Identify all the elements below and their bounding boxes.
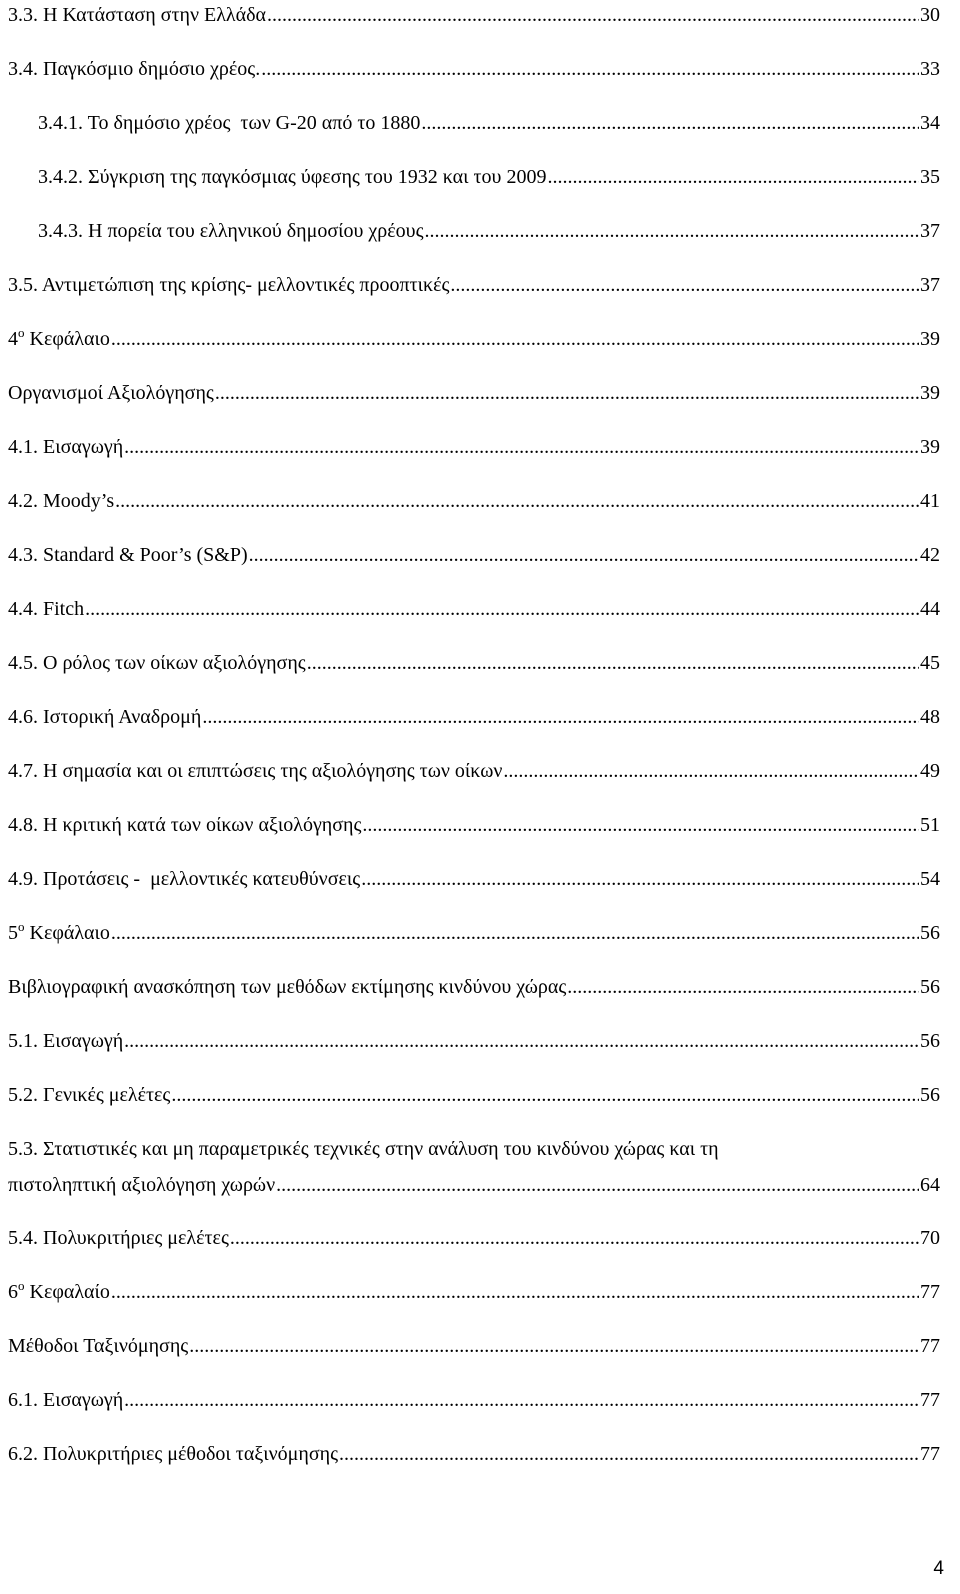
toc-entry[interactable] <box>8 1226 940 1250</box>
toc-entry[interactable] <box>8 867 940 891</box>
toc-title: Ο ρόλος των οίκων αξιολόγησης <box>43 652 306 674</box>
dot-leader <box>267 3 919 27</box>
toc-number: 6.1. <box>8 1389 38 1411</box>
toc-page: 30 <box>920 4 940 26</box>
toc-page: 54 <box>920 868 940 890</box>
toc-page: 44 <box>920 598 940 620</box>
toc-number: 6 <box>8 1281 18 1303</box>
toc-entry[interactable] <box>8 597 940 621</box>
toc-page: 56 <box>920 922 940 944</box>
toc-number: 3.4. <box>8 58 38 80</box>
dot-leader <box>124 435 919 459</box>
dot-leader <box>111 921 919 945</box>
toc-title: Η σημασία και οι επιπτώσεις της αξιολόγησης των οίκων <box>43 760 503 782</box>
toc-title: Fitch <box>43 598 85 620</box>
dot-leader <box>115 489 919 513</box>
dot-leader <box>339 1442 919 1466</box>
toc-title: Moody’s <box>43 490 115 512</box>
toc-number: 4 <box>8 328 18 350</box>
toc-title: Στατιστικές και μη παραμετρικές τεχνικές στην ανάλυση του κινδύνου χώρας και τη <box>43 1138 719 1160</box>
toc-entry[interactable] <box>8 1083 940 1107</box>
dot-leader <box>503 759 919 783</box>
toc-entry[interactable] <box>8 705 940 729</box>
toc-number: 4.2. <box>8 490 38 512</box>
toc-page: 56 <box>920 1084 940 1106</box>
dot-leader <box>215 381 919 405</box>
toc-page: 35 <box>920 166 940 188</box>
toc-page: 49 <box>920 760 940 782</box>
toc-number: 4.8. <box>8 814 38 836</box>
toc-page: 33 <box>920 58 940 80</box>
toc-title: Η πορεία του ελληνικού δημοσίου χρέους <box>88 220 424 242</box>
toc-entry[interactable] <box>8 1137 940 1197</box>
toc-title: Αντιμετώπιση της κρίσης- μελλοντικές προοπτικές <box>41 274 450 296</box>
toc-entry[interactable] <box>8 1442 940 1466</box>
dot-leader <box>111 327 919 351</box>
dot-leader <box>307 651 919 675</box>
dot-leader <box>425 219 919 243</box>
dot-leader <box>261 57 919 81</box>
toc-entry[interactable] <box>38 219 940 243</box>
toc-page: 56 <box>920 1030 940 1052</box>
toc-entry[interactable] <box>8 1280 940 1304</box>
toc-title: Κεφαλαίο <box>29 1281 110 1303</box>
toc-title-continued: πιστοληπτική αξιολόγηση χωρών <box>8 1174 276 1196</box>
toc-number: 3.5. <box>8 274 38 296</box>
dot-leader <box>361 867 919 891</box>
dot-leader <box>567 975 919 999</box>
dot-leader <box>362 813 919 837</box>
toc-entry[interactable] <box>8 1029 940 1053</box>
toc-entry[interactable] <box>8 1388 940 1412</box>
dot-leader <box>124 1388 919 1412</box>
dot-leader <box>230 1226 919 1250</box>
toc-number: 4.7. <box>8 760 38 782</box>
toc-entry[interactable] <box>8 651 940 675</box>
toc-entry[interactable] <box>8 3 940 27</box>
toc-page: 45 <box>920 652 940 674</box>
toc-title: Πολυκριτήριες μελέτες <box>43 1227 229 1249</box>
toc-entry[interactable] <box>8 57 940 81</box>
toc-page: 37 <box>920 274 940 296</box>
toc-number: 4.9. <box>8 868 38 890</box>
toc-entry[interactable] <box>8 327 940 351</box>
toc-number: 5 <box>8 922 18 944</box>
toc-entry[interactable] <box>8 921 940 945</box>
toc-title: Ιστορική Αναδρομή <box>43 706 202 728</box>
toc-title: Κεφάλαιο <box>29 922 110 944</box>
toc-title: Σύγκριση της παγκόσμιας ύφεσης του 1932 και του 2009 <box>88 166 547 188</box>
toc-number: 5.2. <box>8 1084 38 1106</box>
superscript-ordinal: ο <box>18 325 25 340</box>
toc-title: Κεφάλαιο <box>29 328 110 350</box>
dot-leader <box>276 1173 919 1197</box>
toc-entry[interactable] <box>8 1334 940 1358</box>
toc-number: 4.6. <box>8 706 38 728</box>
toc-page: 34 <box>920 112 940 134</box>
superscript-ordinal: ο <box>18 1278 25 1293</box>
toc-page: 64 <box>920 1174 940 1196</box>
dot-leader <box>450 273 919 297</box>
toc-number: 3.4.3. <box>38 220 83 242</box>
toc-number: 4.4. <box>8 598 38 620</box>
toc-entry[interactable] <box>38 165 940 189</box>
toc-page: 77 <box>920 1335 940 1357</box>
toc-page: 77 <box>920 1443 940 1465</box>
toc-entry[interactable] <box>8 435 940 459</box>
toc-title: Η κριτική κατά των οίκων αξιολόγησης <box>43 814 362 836</box>
toc-title: Προτάσεις - μελλοντικές κατευθύνσεις <box>43 868 361 890</box>
toc-entry[interactable] <box>8 489 940 513</box>
toc-title: Το δημόσιο χρέος των G-20 από το 1880 <box>87 112 421 134</box>
toc-page: 48 <box>920 706 940 728</box>
dot-leader <box>124 1029 919 1053</box>
toc-number: 4.3. <box>8 544 38 566</box>
toc-number: 5.4. <box>8 1227 38 1249</box>
dot-leader <box>421 111 919 135</box>
toc-page: 39 <box>920 328 940 350</box>
toc-number: 6.2. <box>8 1443 38 1465</box>
toc-entry[interactable] <box>8 543 940 567</box>
toc-entry[interactable] <box>8 975 940 999</box>
toc-number: 3.4.2. <box>38 166 83 188</box>
toc-title: Μέθοδοι Ταξινόμησης <box>8 1335 189 1357</box>
toc-title: Οργανισμοί Αξιολόγησης <box>8 382 214 404</box>
toc-page: 77 <box>920 1281 940 1303</box>
toc-title: Βιβλιογραφική ανασκόπηση των μεθόδων εκτίμησης κινδύνου χώρας <box>8 976 567 998</box>
toc-title: Παγκόσμιο δημόσιο χρέος. <box>43 58 261 80</box>
toc-page: 42 <box>920 544 940 566</box>
dot-leader <box>547 165 919 189</box>
dot-leader <box>249 543 919 567</box>
toc-title: Εισαγωγή <box>43 436 124 458</box>
toc-number: 4.5. <box>8 652 38 674</box>
toc-number: 4.1. <box>8 436 38 458</box>
toc-entry[interactable] <box>8 273 940 297</box>
toc-title: Γενικές μελέτες <box>43 1084 171 1106</box>
dot-leader <box>189 1334 919 1358</box>
toc-page: 56 <box>920 976 940 998</box>
toc-number: 5.3. <box>8 1138 38 1160</box>
toc-title: Πολυκριτήριες μέθοδοι ταξινόμησης <box>43 1443 338 1465</box>
toc-number: 5.1. <box>8 1030 38 1052</box>
toc-entry[interactable] <box>8 381 940 405</box>
toc-title: Standard & Poor’s (S&P) <box>43 544 248 566</box>
toc-number: 3.4.1. <box>38 112 83 134</box>
dot-leader <box>202 705 919 729</box>
toc-entry[interactable] <box>38 111 940 135</box>
toc-page: 37 <box>920 220 940 242</box>
toc-page: 51 <box>920 814 940 836</box>
dot-leader <box>171 1083 919 1107</box>
dot-leader <box>111 1280 919 1304</box>
toc-page: 41 <box>920 490 940 512</box>
toc-entry[interactable] <box>8 759 940 783</box>
toc-page: 70 <box>920 1227 940 1249</box>
page-number: 4 <box>933 1558 944 1579</box>
toc-page: 77 <box>920 1389 940 1411</box>
superscript-ordinal: ο <box>18 919 25 934</box>
toc-page: 39 <box>920 382 940 404</box>
toc-entry[interactable] <box>8 813 940 837</box>
toc-title: Η Κατάσταση στην Ελλάδα <box>43 4 266 26</box>
toc-title: Εισαγωγή <box>43 1389 124 1411</box>
toc-number: 3.3. <box>8 4 38 26</box>
dot-leader <box>85 597 919 621</box>
toc-page: 39 <box>920 436 940 458</box>
toc-title: Εισαγωγή <box>43 1030 124 1052</box>
